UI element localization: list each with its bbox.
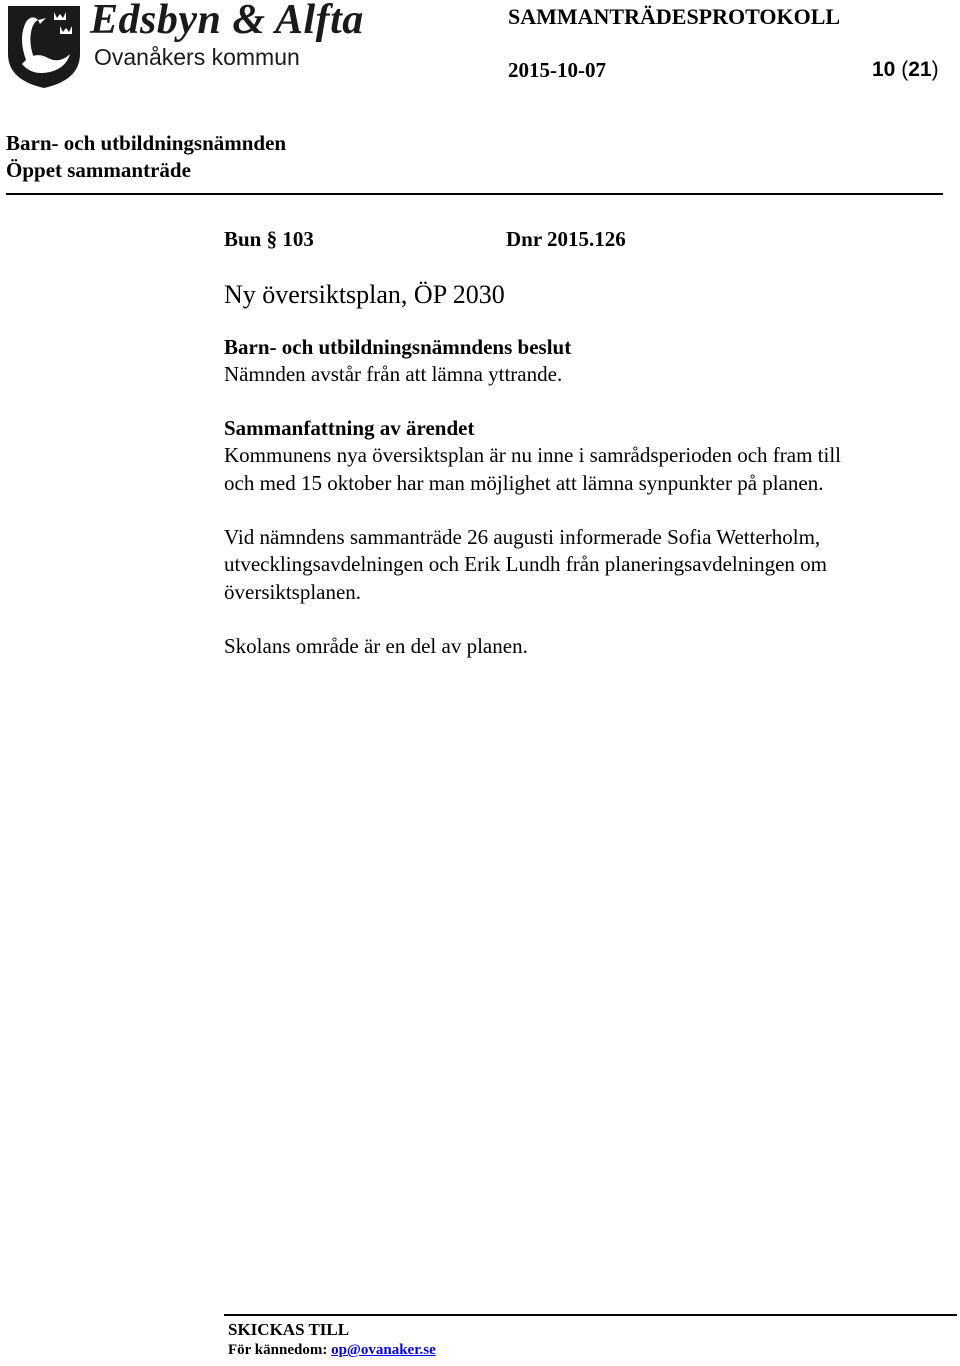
inform-email-link[interactable]: op@ovanaker.se: [331, 1342, 436, 1358]
page-total-open: (: [901, 58, 909, 81]
page-current: 10: [872, 58, 896, 81]
info-line: översiktsplanen.: [224, 580, 362, 604]
meeting-date: 2015-10-07: [508, 58, 606, 82]
decision-text: Nämnden avstår från att lämna yttrande.: [224, 362, 563, 386]
page-number: [872, 58, 939, 82]
municipality-logo: [4, 2, 364, 92]
header-divider: [6, 193, 943, 195]
info-line: utvecklingsavdelningen och Erik Lundh från planeringsavdelningen om: [224, 552, 828, 576]
closing-line: Skolans område är en del av planen.: [224, 634, 528, 658]
footer-divider: [224, 1314, 957, 1316]
committee-name: Barn- och utbildningsnämnden: [6, 131, 287, 155]
meeting-type: Öppet sammanträde: [6, 158, 191, 182]
summary-line: och med 15 oktober har man möjlighet att lämna synpunkter på planen.: [224, 471, 824, 495]
logo-title: Edsbyn & Alfta: [90, 0, 364, 43]
paragraph-id: Bun § 103: [224, 227, 314, 251]
page-total-close: ): [931, 58, 939, 81]
diary-number: Dnr 2015.126: [506, 227, 626, 251]
summary-line: Kommunens nya översiktsplan är nu inne i samrådsperioden och fram till: [224, 443, 842, 467]
summary-heading: Sammanfattning av ärendet: [224, 416, 475, 440]
inform-line: [228, 1342, 436, 1359]
swan-crest-icon: [4, 2, 84, 90]
decision-heading: Barn- och utbildningsnämndens beslut: [224, 335, 572, 359]
send-to-label: SKICKAS TILL: [228, 1320, 350, 1339]
logo-subtitle: Ovanåkers kommun: [94, 44, 300, 70]
info-line: Vid nämndens sammanträde 26 augusti informerade Sofia Wetterholm,: [224, 525, 821, 549]
page-total: 21: [908, 58, 932, 81]
inform-label: För kännedom:: [228, 1342, 328, 1358]
item-title: Ny översiktsplan, ÖP 2030: [224, 280, 505, 309]
document-type: SAMMANTRÄDESPROTOKOLL: [508, 4, 841, 29]
